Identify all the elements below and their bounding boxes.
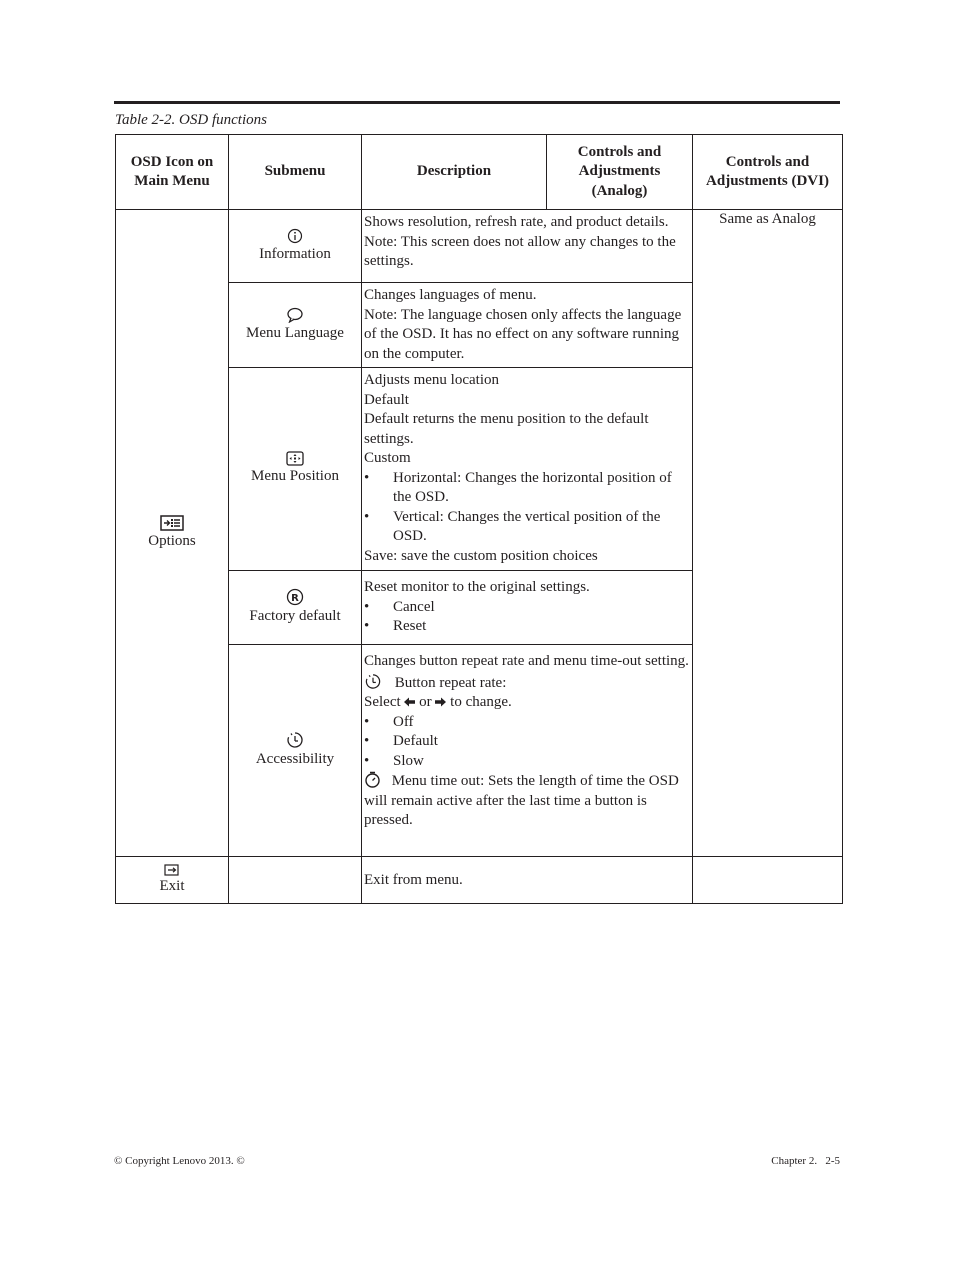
table-row	[116, 857, 843, 904]
exit-icon	[164, 864, 180, 876]
speech-bubble-icon	[286, 307, 304, 323]
submenu-factory-default	[229, 571, 362, 645]
submenu-label: Accessibility	[255, 751, 335, 768]
stopwatch-icon	[364, 771, 381, 788]
table-caption: Table 2-2. OSD functions	[115, 112, 267, 128]
header-dvi: Controls and Adjustments (DVI)	[693, 135, 843, 210]
description-line: Changes languages of menu.	[364, 287, 537, 303]
description-line: Default	[364, 391, 409, 408]
arrow-left-icon	[404, 697, 415, 707]
bullet-item: • Off	[364, 713, 414, 730]
options-cell	[116, 210, 229, 857]
osd-functions-table	[115, 134, 843, 904]
description-line: Changes button repeat rate and menu time-out setting.	[364, 653, 689, 669]
description-line: Save: save the custom position choices	[364, 547, 598, 564]
description-menu-position	[362, 368, 693, 571]
exit-description-cell	[362, 857, 693, 904]
description-line: Reset monitor to the original settings.	[364, 579, 590, 595]
header-description: Description	[362, 135, 547, 210]
bullet-item: • Slow	[364, 752, 424, 769]
submenu-menu-language	[229, 283, 362, 368]
submenu-accessibility	[229, 645, 362, 857]
top-rule	[114, 101, 840, 104]
header-row	[116, 135, 843, 210]
repeat-rate-icon	[364, 673, 382, 690]
exit-description: Exit from menu.	[364, 871, 463, 888]
description-line: Default returns the menu position to the default settings.	[364, 411, 649, 447]
reset-icon	[286, 588, 304, 606]
arrow-right-icon	[435, 697, 446, 707]
footer-page-number: Chapter 2. 2-5	[771, 1155, 840, 1167]
header-submenu: Submenu	[229, 135, 362, 210]
dvi-same-as-analog: Same as Analog	[719, 211, 816, 227]
submenu-label: Menu Language	[246, 324, 344, 341]
information-icon	[287, 228, 303, 244]
options-icon	[160, 515, 184, 531]
description-line: Custom	[364, 450, 411, 466]
description-line: Note: The language chosen only affects the language of the OSD. It has no effect on any software running on the computer.	[364, 306, 682, 362]
svg-text:R: R	[291, 593, 299, 605]
repeat-rate-label: Button repeat rate:	[394, 674, 507, 691]
exit-submenu-cell	[229, 857, 362, 904]
description-accessibility	[362, 645, 693, 857]
position-icon	[286, 451, 304, 466]
bullet-item: • Default	[364, 733, 438, 749]
description-line: Shows resolution, refresh rate, and product details.	[364, 214, 669, 230]
description-line: Adjusts menu location	[364, 372, 499, 388]
submenu-information	[229, 210, 362, 283]
dvi-cell	[693, 210, 843, 857]
exit-cell	[116, 857, 229, 904]
submenu-label: Factory default	[249, 608, 341, 625]
bullet-item: • Vertical: Changes the vertical position of the OSD.	[364, 508, 661, 544]
header-analog: Controls and Adjustments (Analog)	[547, 135, 693, 210]
exit-dvi-cell	[693, 857, 843, 904]
table-row	[116, 210, 843, 283]
submenu-menu-position	[229, 368, 362, 571]
bullet-item: • Reset	[364, 618, 427, 634]
timeout-text: Menu time out: Sets the length of time the OSD will remain active after the last time a button is pressed.	[364, 773, 679, 828]
bullet-item: • Cancel	[364, 598, 435, 615]
repeat-rate-line	[364, 673, 690, 694]
footer-copyright: © Copyright Lenovo 2013. ©	[114, 1155, 245, 1167]
description-factory-default	[362, 571, 693, 645]
options-label: Options	[148, 532, 196, 549]
description-information	[362, 210, 693, 283]
timeout-line	[364, 771, 690, 831]
bullet-item: • Horizontal: Changes the horizontal position of the OSD.	[364, 469, 672, 505]
description-menu-language	[362, 283, 693, 368]
accessibility-icon	[286, 731, 304, 749]
submenu-label: Menu Position	[251, 468, 339, 485]
header-icon: OSD Icon on Main Menu	[116, 135, 229, 210]
submenu-label: Information	[259, 245, 331, 262]
description-line: Note: This screen does not allow any changes to the settings.	[364, 233, 676, 269]
exit-label: Exit	[159, 877, 185, 894]
select-line: Select or to change.	[364, 694, 512, 710]
